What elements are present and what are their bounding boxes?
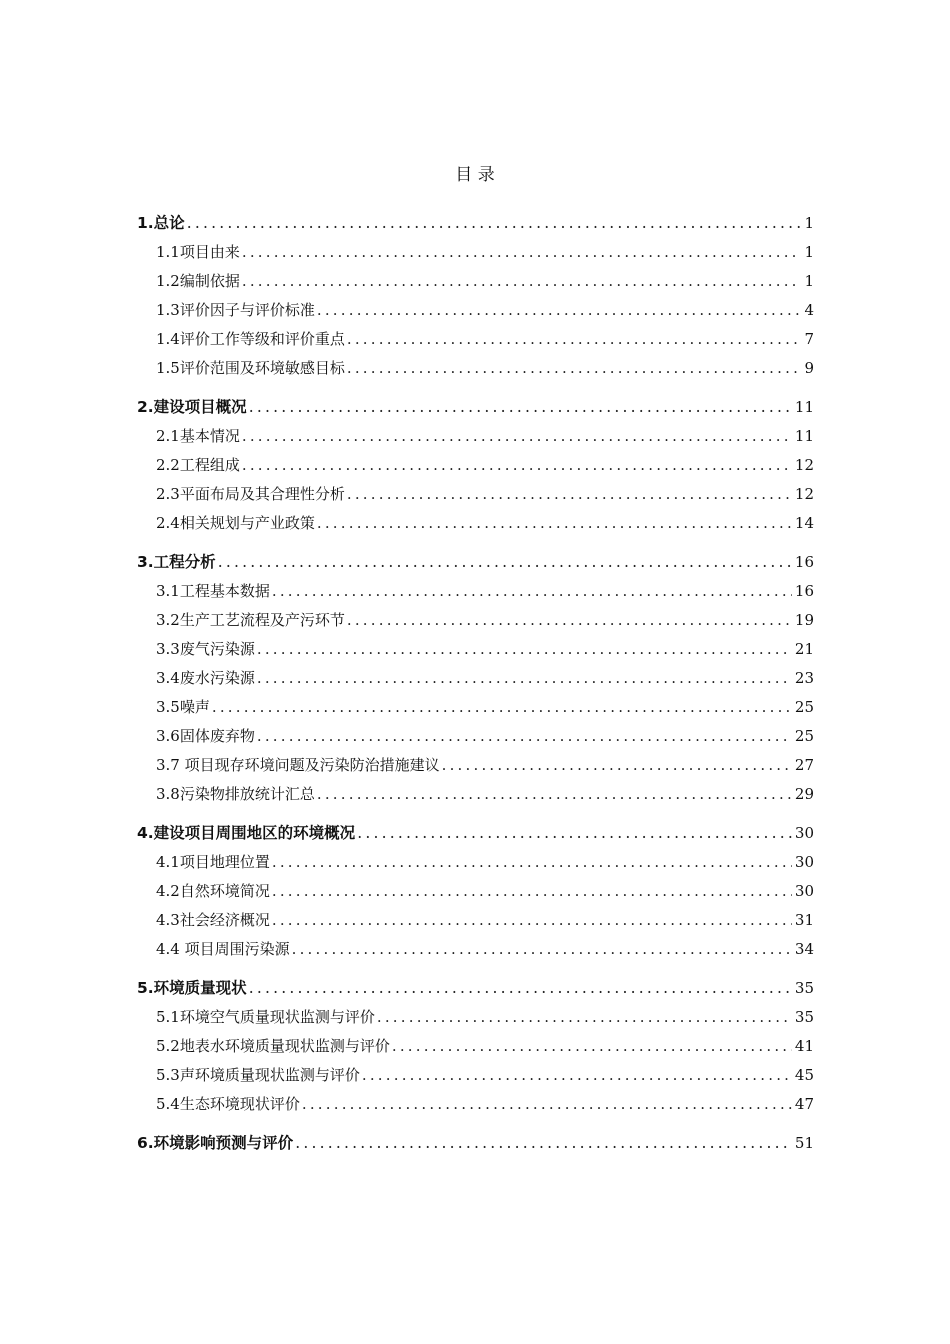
table-of-contents [137, 199, 814, 1158]
toc-dot-leader [362, 1061, 792, 1090]
toc-entry-label: 3.8污染物排放统计汇总 [156, 785, 315, 803]
toc-dot-leader [249, 974, 792, 1003]
toc-section-entry[interactable] [137, 751, 814, 780]
toc-entry-label: 4.建设项目周围地区的环境概况 [137, 824, 356, 842]
toc-entry-label: 1.5评价范围及环境敏感目标 [156, 359, 345, 377]
toc-section-entry[interactable] [137, 577, 814, 606]
toc-dot-leader [242, 451, 792, 480]
toc-chapter-entry[interactable] [137, 548, 814, 577]
toc-dot-leader [242, 422, 792, 451]
toc-entry-page: 30 [794, 824, 814, 842]
toc-entry-label: 1.3评价因子与评价标准 [156, 301, 315, 319]
toc-entry-page: 41 [794, 1037, 814, 1055]
toc-section-entry[interactable] [137, 606, 814, 635]
toc-chapter-entry[interactable] [137, 209, 814, 238]
toc-dot-leader [242, 238, 802, 267]
toc-entry-page: 45 [794, 1066, 814, 1084]
toc-entry-page: 30 [794, 882, 814, 900]
toc-dot-leader [218, 548, 792, 577]
toc-dot-leader [347, 325, 802, 354]
toc-entry-label: 4.4 项目周围污染源 [156, 940, 290, 958]
toc-section-entry[interactable] [137, 848, 814, 877]
toc-entry-label: 3.6固体废弃物 [156, 727, 255, 745]
toc-dot-leader [347, 606, 792, 635]
toc-dot-leader [392, 1032, 792, 1061]
toc-entry-page: 23 [794, 669, 814, 687]
toc-entry-label: 4.2自然环境简况 [156, 882, 270, 900]
toc-entry-label: 5.3声环境质量现状监测与评价 [156, 1066, 360, 1084]
toc-dot-leader [377, 1003, 792, 1032]
toc-section-entry[interactable] [137, 325, 814, 354]
toc-chapter-entry[interactable] [137, 393, 814, 422]
toc-entry-label: 3.2生产工艺流程及产污环节 [156, 611, 345, 629]
toc-entry-page: 34 [794, 940, 814, 958]
toc-dot-leader [295, 1129, 792, 1158]
toc-entry-page: 16 [794, 553, 814, 571]
toc-entry-label: 1.总论 [137, 214, 185, 232]
toc-entry-page: 4 [804, 301, 814, 319]
toc-dot-leader [257, 635, 792, 664]
toc-entry-page: 9 [804, 359, 814, 377]
toc-dot-leader [249, 393, 792, 422]
toc-entry-label: 5.4生态环境现状评价 [156, 1095, 300, 1113]
toc-entry-page: 1 [804, 214, 814, 232]
toc-dot-leader [317, 296, 802, 325]
toc-entry-page: 11 [794, 427, 814, 445]
toc-entry-label: 4.3社会经济概况 [156, 911, 270, 929]
toc-section-entry[interactable] [137, 1003, 814, 1032]
toc-entry-page: 16 [794, 582, 814, 600]
toc-dot-leader [292, 935, 792, 964]
toc-dot-leader [357, 819, 792, 848]
toc-entry-page: 25 [794, 727, 814, 745]
toc-dot-leader [317, 780, 792, 809]
toc-entry-label: 3.7 项目现存环境问题及污染防治措施建议 [156, 756, 440, 774]
toc-section-entry[interactable] [137, 480, 814, 509]
toc-dot-leader [347, 480, 792, 509]
toc-dot-leader [347, 354, 802, 383]
toc-entry-label: 1.4评价工作等级和评价重点 [156, 330, 345, 348]
toc-dot-leader [442, 751, 792, 780]
toc-dot-leader [272, 848, 792, 877]
toc-entry-page: 11 [794, 398, 814, 416]
toc-section-entry[interactable] [137, 664, 814, 693]
toc-entry-label: 2.1基本情况 [156, 427, 240, 445]
toc-entry-page: 29 [794, 785, 814, 803]
toc-entry-page: 14 [794, 514, 814, 532]
toc-entry-page: 21 [794, 640, 814, 658]
toc-entry-label: 2.建设项目概况 [137, 398, 247, 416]
toc-entry-label: 2.2工程组成 [156, 456, 240, 474]
toc-entry-label: 3.3废气污染源 [156, 640, 255, 658]
toc-entry-page: 1 [804, 272, 814, 290]
toc-dot-leader [272, 906, 792, 935]
toc-entry-label: 5.2地表水环境质量现状监测与评价 [156, 1037, 390, 1055]
toc-entry-page: 31 [794, 911, 814, 929]
toc-dot-leader [302, 1090, 792, 1119]
toc-dot-leader [257, 664, 792, 693]
toc-dot-leader [272, 877, 792, 906]
toc-chapter-entry[interactable] [137, 974, 814, 1003]
toc-section-entry[interactable] [137, 877, 814, 906]
toc-entry-label: 2.4相关规划与产业政策 [156, 514, 315, 532]
toc-section-entry[interactable] [137, 354, 814, 383]
toc-entry-page: 12 [794, 485, 814, 503]
toc-entry-label: 1.2编制依据 [156, 272, 240, 290]
toc-entry-label: 5.环境质量现状 [137, 979, 247, 997]
toc-section-entry[interactable] [137, 267, 814, 296]
toc-entry-label: 3.工程分析 [137, 553, 216, 571]
toc-section-entry[interactable] [137, 693, 814, 722]
toc-section-entry[interactable] [137, 780, 814, 809]
toc-section-entry[interactable] [137, 635, 814, 664]
toc-section-entry[interactable] [137, 509, 814, 538]
toc-chapter-entry[interactable] [137, 1129, 814, 1158]
toc-entry-label: 3.1工程基本数据 [156, 582, 270, 600]
toc-section-entry[interactable] [137, 722, 814, 751]
toc-entry-label: 4.1项目地理位置 [156, 853, 270, 871]
toc-dot-leader [317, 509, 792, 538]
toc-dot-leader [272, 577, 792, 606]
toc-section-entry[interactable] [137, 1032, 814, 1061]
toc-entry-page: 25 [794, 698, 814, 716]
toc-entry-label: 5.1环境空气质量现状监测与评价 [156, 1008, 375, 1026]
toc-dot-leader [242, 267, 802, 296]
toc-dot-leader [187, 209, 802, 238]
toc-entry-page: 47 [794, 1095, 814, 1113]
toc-dot-leader [257, 722, 792, 751]
toc-entry-label: 6.环境影响预测与评价 [137, 1134, 294, 1152]
toc-section-entry[interactable] [137, 422, 814, 451]
toc-entry-label: 3.5噪声 [156, 698, 210, 716]
toc-entry-page: 1 [804, 243, 814, 261]
toc-section-entry[interactable] [137, 906, 814, 935]
toc-entry-label: 3.4废水污染源 [156, 669, 255, 687]
toc-entry-page: 27 [794, 756, 814, 774]
toc-section-entry[interactable] [137, 935, 814, 964]
toc-chapter-entry[interactable] [137, 819, 814, 848]
toc-entry-page: 35 [794, 1008, 814, 1026]
toc-section-entry[interactable] [137, 1061, 814, 1090]
toc-entry-page: 51 [794, 1134, 814, 1152]
toc-entry-page: 35 [794, 979, 814, 997]
toc-section-entry[interactable] [137, 238, 814, 267]
toc-dot-leader [212, 693, 792, 722]
toc-section-entry[interactable] [137, 451, 814, 480]
toc-entry-page: 12 [794, 456, 814, 474]
toc-entry-label: 1.1项目由来 [156, 243, 240, 261]
toc-section-entry[interactable] [137, 296, 814, 325]
toc-section-entry[interactable] [137, 1090, 814, 1119]
toc-entry-page: 19 [794, 611, 814, 629]
toc-entry-page: 7 [804, 330, 814, 348]
page-title: 目 录 [455, 165, 495, 185]
toc-entry-page: 30 [794, 853, 814, 871]
toc-entry-label: 2.3平面布局及其合理性分析 [156, 485, 345, 503]
